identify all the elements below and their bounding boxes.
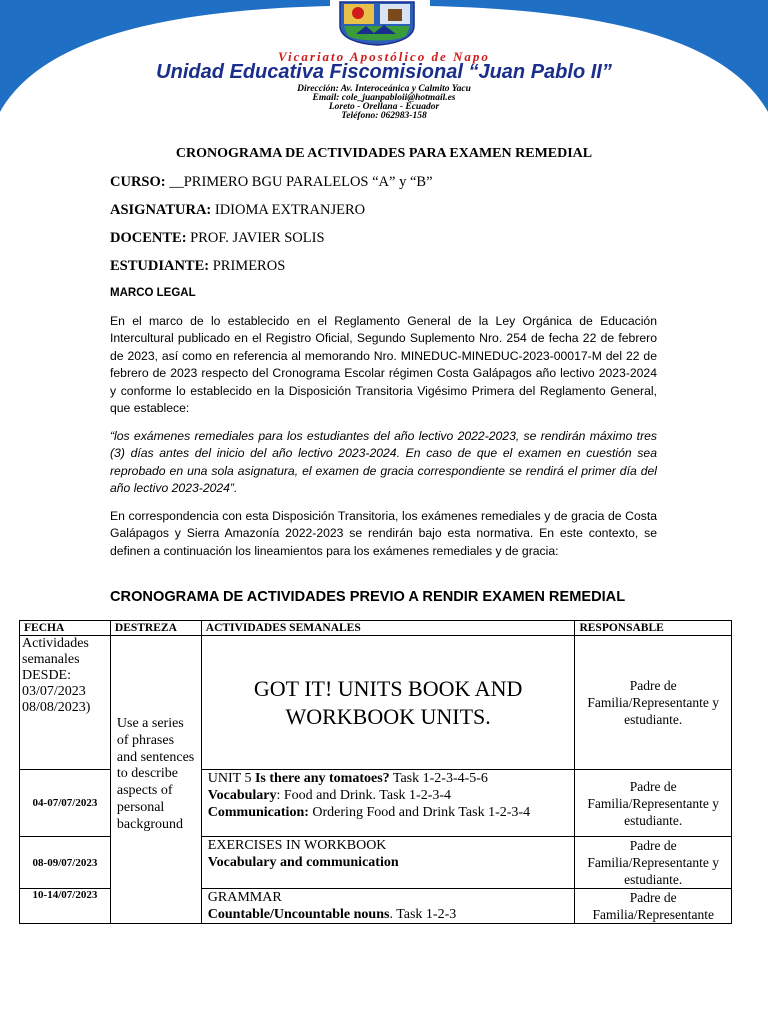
schedule-section-title: CRONOGRAMA DE ACTIVIDADES PREVIO A RENDIR EXAMEN REMEDIAL [110, 589, 626, 605]
schedule-table [19, 620, 732, 924]
school-name: Unidad Educativa Fiscomisional “Juan Pablo II” [156, 61, 612, 83]
docente-value: PROF. JAVIER SOLIS [190, 230, 325, 246]
asignatura-label: ASIGNATURA: [110, 202, 212, 218]
responsable-cell: Padre de Familia/Representante y estudiante. [575, 837, 732, 889]
curso-field [110, 174, 433, 191]
responsable-cell: Padre de Familia/Representante y estudiante. [575, 770, 732, 837]
activity-text: Task 1-2-3-4-5-6 [389, 771, 488, 786]
activity-line [208, 906, 573, 923]
curso-label: CURSO: [110, 174, 166, 190]
activity-emphasis: Is there any tomatoes? [254, 771, 390, 786]
activity-text: UNIT 5 [207, 771, 255, 786]
curso-value: __PRIMERO BGU PARALELOS “A” y “B” [169, 174, 433, 190]
activity-cell [201, 837, 575, 889]
asignatura-field [110, 202, 365, 219]
legal-paragraph-1: En el marco de lo establecido en el Reglamento General de la Ley Orgánica de Educación Intercultural publicado en el Registro Oficial, Segundo Suplemento Nro. 254 de fecha 22 de febrero de 2023, así como en referencia al memorando Nro. MINEDUC-MINEDUC-2023-00017-M del 22 de febrero de 2023 respecto del Cronograma Escolar régimen Costa Galápagos año lectivo 2023-2024 y conforme lo establecido en la Disposición Transitoria Vigésimo Primera del Reglamento General, que establece: [110, 314, 657, 416]
responsable-cell: Padre de Familia/Representante [575, 889, 732, 924]
docente-label: DOCENTE: [110, 230, 187, 246]
fecha-cell: 08-09/07/2023 [20, 837, 111, 889]
activity-line [208, 770, 573, 787]
activity-line: GRAMMAR [207, 890, 282, 905]
legal-quote-paragraph: “los exámenes remediales para los estudiantes del año lectivo 2022-2023, se rendirán máximo tres (3) días antes del inicio del año lectivo 2023-2024. En caso de que el examen en cuestión sea reprobado en una sola asignatura, el examen de gracia correspondiente se rendirá el primer día del año lectivo 2023-2024”. [110, 429, 657, 496]
activity-text: . Task 1-2-3 [389, 907, 457, 922]
fecha-cell: Actividades semanales DESDE: 03/07/2023 08/08/2023) [20, 636, 111, 770]
school-address: Dirección: Av. Interoceánica y Calmito Yacu [297, 84, 471, 94]
header-destreza: DESTREZA [110, 621, 201, 636]
school-crest-logo [336, 0, 418, 46]
school-location: Loreto - Orellana - Ecuador [328, 102, 440, 112]
activity-text: Ordering Food and Drink Task 1-2-3-4 [308, 805, 531, 820]
estudiante-label: ESTUDIANTE: [110, 258, 210, 274]
activity-cell [201, 889, 575, 924]
activity-emphasis: Vocabulary [207, 788, 277, 803]
header-responsable: RESPONSABLE [575, 621, 732, 636]
school-email: Email: cole_juanpabloii@hotmail.es [312, 93, 456, 103]
legal-paragraph-3: En correspondencia con esta Disposición Transitoria, los exámenes remediales y de gracia de Costa Galápagos y Sierra Amazonía 2022-2023 se rendirán bajo esta normativa. En este contexto, se definen a continuación los lineamientos para los exámenes remediales y de gracia: [110, 509, 657, 558]
fecha-cell: 04-07/07/2023 [20, 770, 111, 837]
activity-line: Vocabulary and communication [207, 855, 399, 870]
activity-line [208, 787, 573, 804]
header-fecha: FECHA [20, 621, 111, 636]
marco-legal-heading: MARCO LEGAL [110, 287, 196, 299]
estudiante-field [110, 258, 285, 275]
responsable-cell: Padre de Familia/Representante y estudiante. [575, 636, 732, 770]
table-header-row [20, 621, 732, 636]
asignatura-value: IDIOMA EXTRANJERO [214, 202, 366, 218]
activity-cell [201, 770, 575, 837]
document-title: CRONOGRAMA DE ACTIVIDADES PARA EXAMEN REMEDIAL [175, 146, 593, 161]
activity-text: : Food and Drink. Task 1-2-3-4 [276, 788, 452, 803]
fecha-cell: 10-14/07/2023 [20, 889, 111, 924]
activity-line: EXERCISES IN WORKBOOK [207, 838, 387, 853]
vicariate-name: Vicariato Apostólico de Napo [278, 49, 490, 64]
activity-line [208, 804, 573, 821]
header-actividades: ACTIVIDADES SEMANALES [201, 621, 575, 636]
estudiante-value: PRIMEROS [212, 258, 286, 274]
activity-emphasis: Communication: [207, 805, 309, 820]
table-row [20, 636, 732, 770]
docente-field [110, 230, 325, 247]
activity-cell: GOT IT! UNITS BOOK AND WORKBOOK UNITS. [201, 636, 575, 770]
activity-emphasis: Countable/Uncountable nouns [207, 907, 390, 922]
school-phone: Teléfono: 062983-158 [341, 111, 427, 121]
destreza-cell: Use a series of phrases and sentences to describe aspects of personal background [110, 636, 201, 924]
